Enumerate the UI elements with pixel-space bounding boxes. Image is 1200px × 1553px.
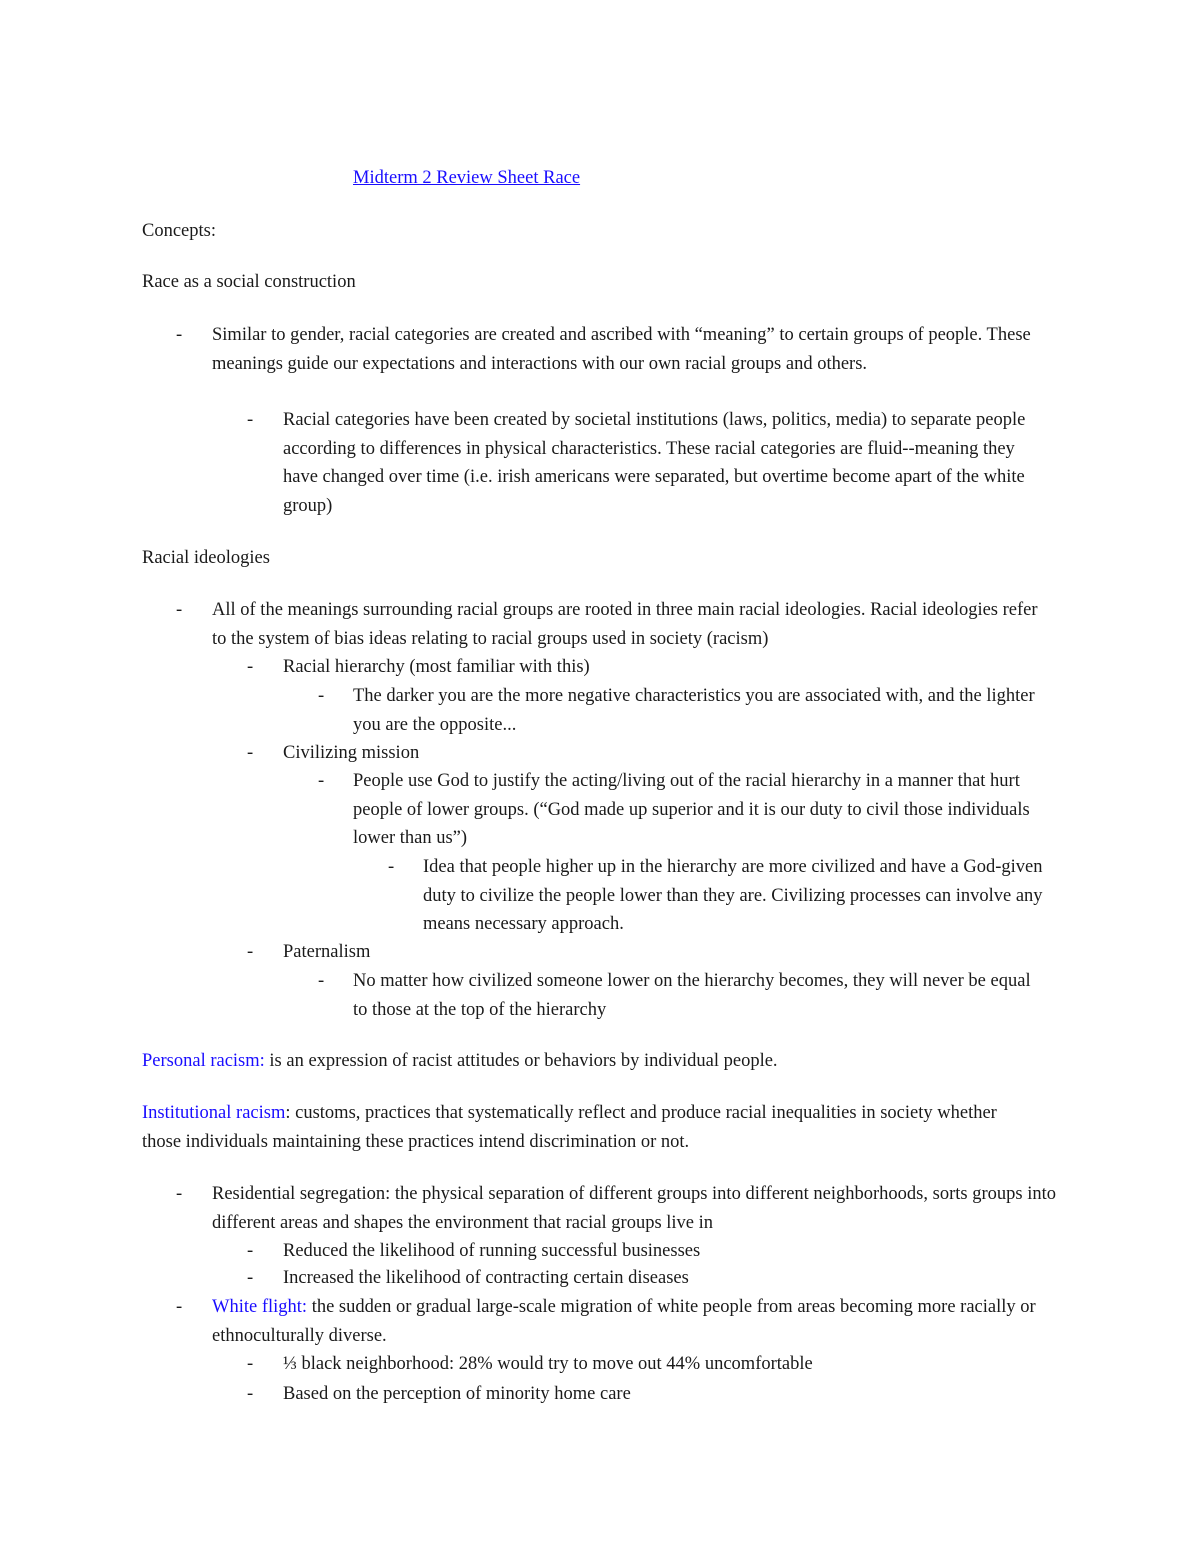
bullet-dash: - (247, 1268, 254, 1288)
document-title[interactable]: Midterm 2 Review Sheet Race (353, 168, 581, 188)
bullet-dash: - (247, 1241, 254, 1261)
bullet-dash: - (176, 1297, 183, 1317)
bullet-reduced-businesses: Reduced the likelihood of running successful businesses (283, 1241, 701, 1261)
bullet-white-flight (212, 1293, 1062, 1350)
bullet-dash: - (388, 857, 395, 877)
white-flight-definition: the sudden or gradual large-scale migration of white people from areas becoming more racially or ethnoculturally diverse. (212, 1297, 1036, 1346)
institutional-racism-term: Institutional racism (142, 1103, 286, 1123)
institutional-racism-definition: : customs, practices that systematically reflect and produce racial inequalities in society whether those individuals maintaining these practices intend discrimination or not. (142, 1103, 997, 1152)
bullet-civilizing-detail: People use God to justify the acting/living out of the racial hierarchy in a manner that hurt people of lower groups. (“God made up superior and it is our duty to civil those individuals lower than us”) (353, 771, 1030, 849)
bullet-dash: - (176, 325, 183, 345)
heading-racial-ideologies: Racial ideologies (142, 548, 270, 568)
bullet-minority-home-care: Based on the perception of minority home care (283, 1384, 631, 1404)
bullet-dash: - (247, 1354, 254, 1374)
personal-racism-term: Personal racism: (142, 1051, 265, 1071)
bullet-dash: - (247, 743, 254, 763)
concepts-label: Concepts: (142, 221, 216, 241)
bullet-dash: - (247, 942, 254, 962)
bullet-dash: - (176, 1184, 183, 1204)
bullet-dash: - (318, 771, 325, 791)
bullet-dash: - (247, 410, 254, 430)
institutional-racism-paragraph (142, 1099, 1022, 1156)
bullet-civilizing-idea: Idea that people higher up in the hierarchy are more civilized and have a God-given duty to civilize the people lower than they are. Civilizing processes can involve any means necessary approach. (423, 857, 1043, 935)
bullet-ideologies: All of the meanings surrounding racial groups are rooted in three main racial ideologies. Racial ideologies refer to the system of bias ideas relating to racial groups used in society (racism) (212, 600, 1038, 649)
bullet-civilizing-mission: Civilizing mission (283, 743, 420, 763)
bullet-increased-diseases: Increased the likelihood of contracting certain diseases (283, 1268, 689, 1288)
bullet-dash: - (247, 657, 254, 677)
bullet-paternalism: Paternalism (283, 942, 371, 962)
bullet-dash: - (247, 1384, 254, 1404)
bullet-hierarchy-detail: The darker you are the more negative characteristics you are associated with, and the lighter you are the opposite... (353, 686, 1035, 735)
personal-racism-definition: is an expression of racist attitudes or behaviors by individual people. (264, 1051, 778, 1071)
bullet-social-construction: Similar to gender, racial categories are created and ascribed with “meaning” to certain groups of people. These meanings guide our expectations and interactions with our own racial groups and others. (212, 325, 1031, 374)
heading-social-construction: Race as a social construction (142, 272, 356, 292)
bullet-dash: - (318, 686, 325, 706)
personal-racism-paragraph (142, 1047, 1042, 1076)
bullet-paternalism-detail: No matter how civilized someone lower on the hierarchy becomes, they will never be equal to those at the top of the hierarchy (353, 971, 1031, 1020)
bullet-residential-segregation: Residential segregation: the physical separation of different groups into different neighborhoods, sorts groups into different areas and shapes the environment that racial groups live in (212, 1184, 1056, 1233)
bullet-racial-hierarchy: Racial hierarchy (most familiar with this) (283, 657, 590, 677)
bullet-dash: - (176, 600, 183, 620)
bullet-black-neighborhood: ⅓ black neighborhood: 28% would try to move out 44% uncomfortable (283, 1354, 813, 1374)
white-flight-term: White flight: (212, 1297, 308, 1317)
bullet-dash: - (318, 971, 325, 991)
bullet-racial-categories: Racial categories have been created by societal institutions (laws, politics, media) to separate people according to differences in physical characteristics. These racial categories are fluid--meaning they have changed over time (i.e. irish americans were separated, but overtime become apart of the white group) (283, 410, 1026, 516)
